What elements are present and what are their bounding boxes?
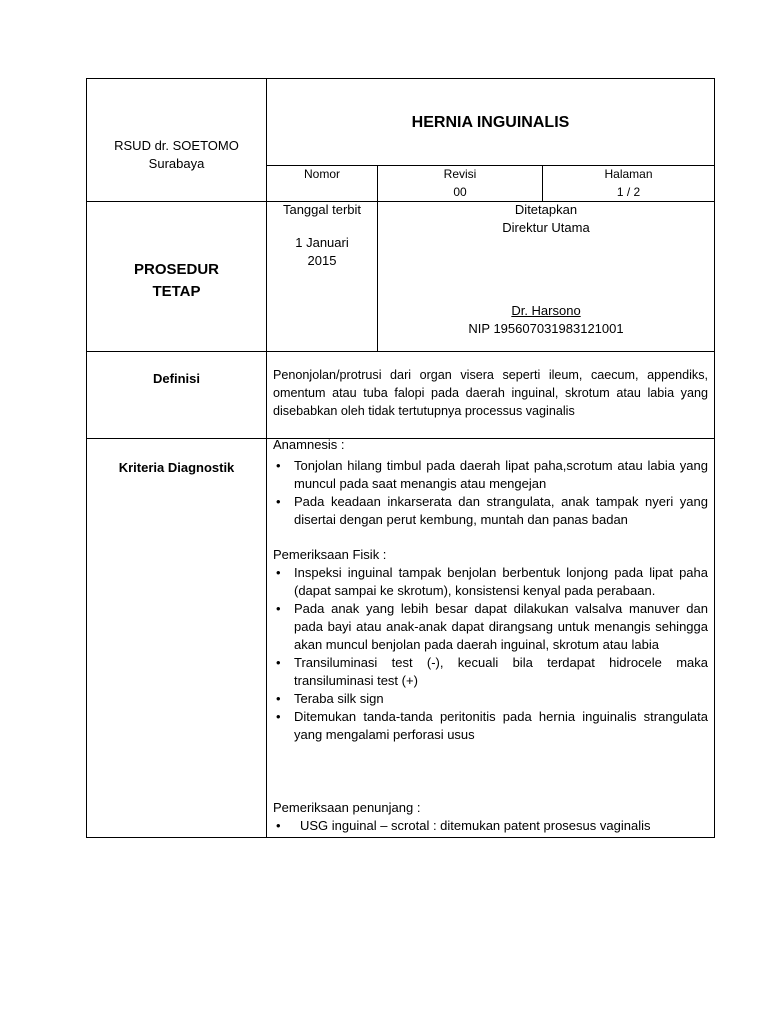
revisi-label: Revisi xyxy=(443,167,477,181)
definisi-label: Definisi xyxy=(153,371,200,386)
anamnesis-list xyxy=(272,457,708,529)
procedure-row-divider xyxy=(86,351,715,352)
signer-nip: NIP 195607031983121001 xyxy=(468,321,624,336)
procedure-type-line2: TETAP xyxy=(152,283,201,300)
list-item: • Pada anak yang lebih besar dapat dilakukan valsalva manuver dan pada bayi atau anak-anak dapat dirangsang untuk menangis sehingga akan muncul benjolan pada daerah inguinal, skrotum atau labia xyxy=(272,600,708,654)
table-border-top xyxy=(86,78,715,79)
nomor-label: Nomor xyxy=(303,167,340,181)
definisi-text: Penonjolan/protrusi dari organ visera seperti ileum, caecum, appendiks, omentum atau tuba falopi pada daerah inguinal, skrotum atau labia yang disebabkan oleh tidak tertutupnya processus vaginalis xyxy=(273,368,708,418)
hospital-city: Surabaya xyxy=(148,156,205,171)
kriteria-label: Kriteria Diagnostik xyxy=(118,460,235,475)
procedure-type-line1: PROSEDUR xyxy=(133,261,219,278)
pemeriksaan-fisik-list xyxy=(272,564,708,744)
list-item: • Pada keadaan inkarserata dan strangulata, anak tampak nyeri yang disertai dengan perut kembung, muntah dan panas badan xyxy=(272,493,708,529)
pemeriksaan-penunjang-list xyxy=(272,817,708,835)
list-item: • USG inguinal – scrotal : ditemukan patent prosesus vaginalis xyxy=(272,817,708,835)
table-border-bottom xyxy=(86,837,715,838)
tanggal-terbit-label: Tanggal terbit xyxy=(282,202,362,217)
document-title: HERNIA INGUINALIS xyxy=(411,114,570,131)
anamnesis-heading: Anamnesis : xyxy=(273,437,345,452)
halaman-value: 1 / 2 xyxy=(616,185,641,199)
hospital-name: RSUD dr. SOETOMO xyxy=(114,138,239,153)
pemeriksaan-fisik-heading: Pemeriksaan Fisik : xyxy=(273,547,387,562)
definisi-row-divider xyxy=(86,438,715,439)
revisi-value: 00 xyxy=(453,185,467,199)
list-item: • Inspeksi inguinal tampak benjolan berbentuk lonjong pada lipat paha (dapat sampai ke skrotum), konsistensi kenyal pada perabaan. xyxy=(272,564,708,600)
ditetapkan-label: Ditetapkan xyxy=(514,202,578,217)
tanggal-terbit-line1: 1 Januari xyxy=(295,235,349,250)
signer-name: Dr. Harsono xyxy=(511,303,581,318)
list-item: • Teraba silk sign xyxy=(272,690,708,708)
pemeriksaan-penunjang-heading: Pemeriksaan penunjang : xyxy=(273,800,421,815)
table-border-left xyxy=(86,78,87,838)
table-border-right xyxy=(714,78,715,838)
list-item: • Tonjolan hilang timbul pada daerah lipat paha,scrotum atau labia yang muncul pada saat menangis atau mengejan xyxy=(272,457,708,493)
halaman-label: Halaman xyxy=(604,167,653,181)
tanggal-terbit-line2: 2015 xyxy=(307,253,337,268)
table-column-divider xyxy=(266,78,267,838)
list-item: • Transiluminasi test (-), kecuali bila terdapat hidrocele maka transiluminasi test (+) xyxy=(272,654,708,690)
jabatan-label: Direktur Utama xyxy=(502,220,590,235)
list-item: • Ditemukan tanda-tanda peritonitis pada hernia inguinalis strangulata yang mengalami perforasi usus xyxy=(272,708,708,744)
